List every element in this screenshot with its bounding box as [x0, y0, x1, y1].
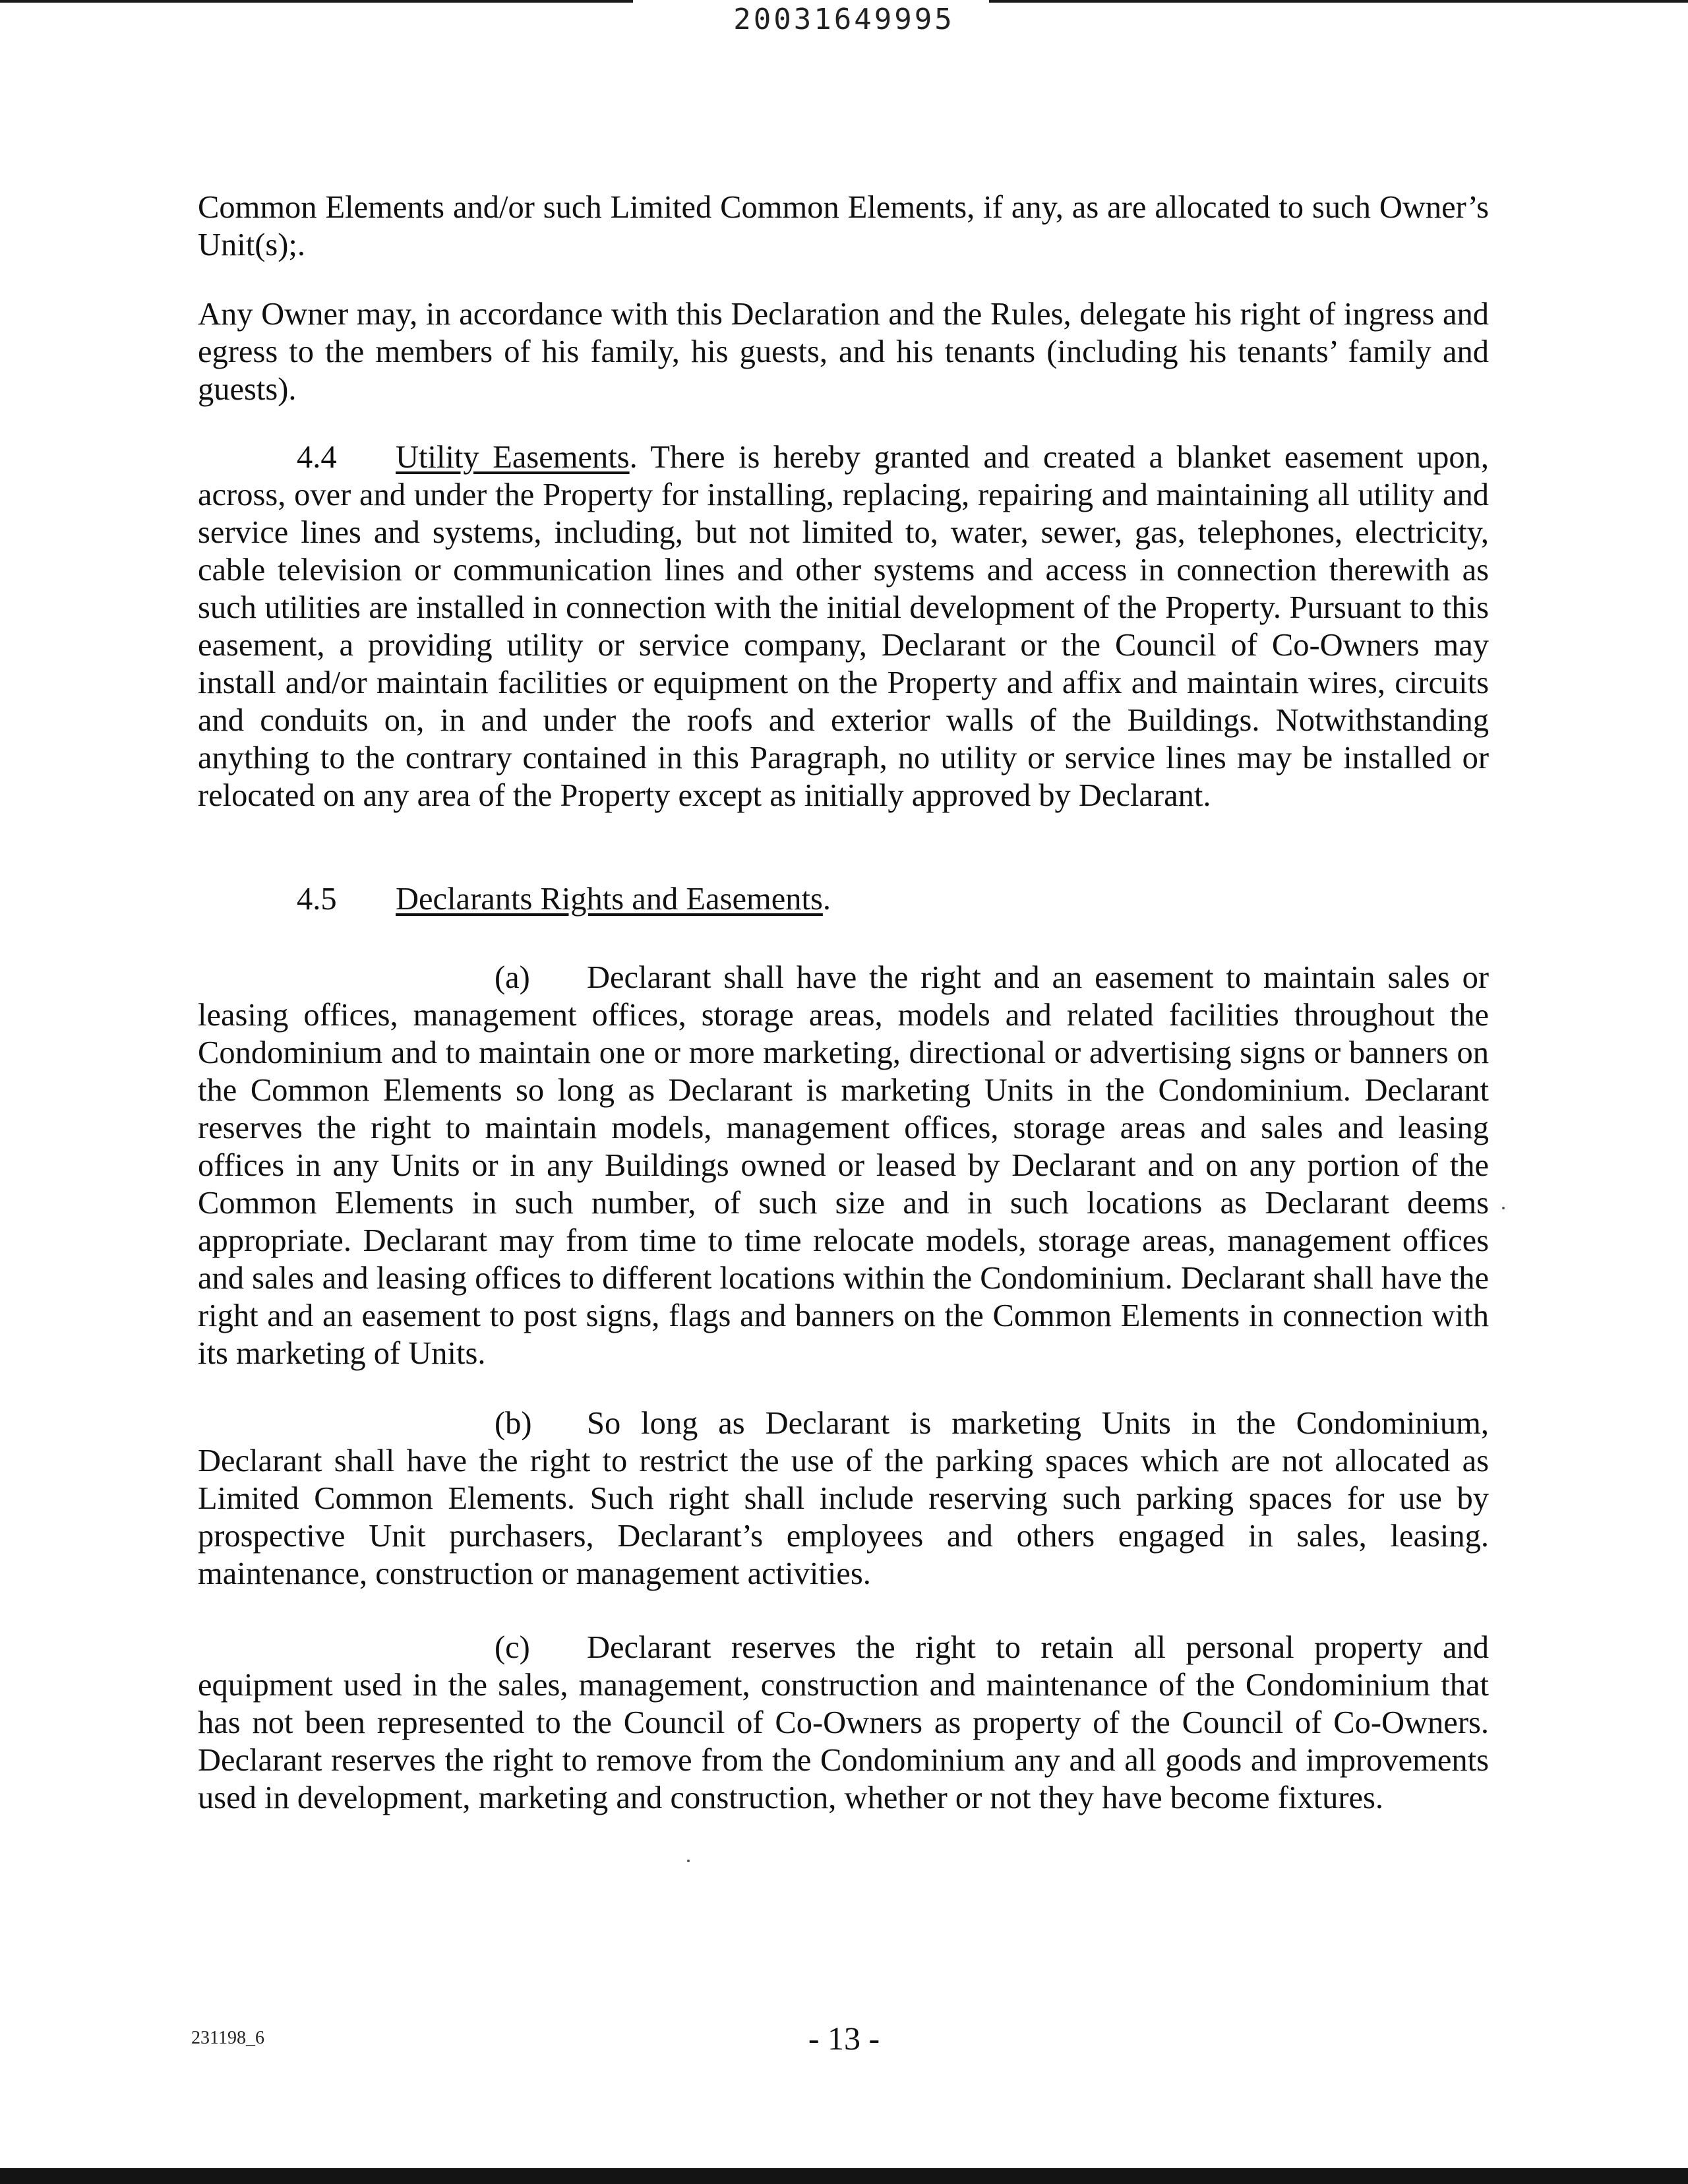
document-id: 20031649995 — [733, 3, 955, 36]
subsection-c — [198, 1629, 1489, 1817]
subsection-c-text: Declarant reserves the right to retain all personal property and equipment used in the sales, management, construction and maintenance of the Condominium that has not been represented to the Council of Co-Owners as property of the Council of Co-Owners. Declarant reserves the right to remove from the Condominium any and all goods and improvements used in development, marketing and construction, whether or not they have become fixtures. — [198, 1630, 1489, 1815]
paragraph-common-elements: Common Elements and/or such Limited Common Elements, if any, as are allocated to such Owner’s Unit(s);. — [198, 190, 1489, 262]
page-number: - 13 - — [808, 2020, 880, 2057]
section-4-5-heading: Declarants Rights and Easements — [396, 882, 823, 917]
subsection-b-label: (b) — [495, 1406, 532, 1441]
section-4-4-text: . There is hereby granted and created a blanket easement upon, across, over and under the Property for installing, replacing, repairing and maintaining all utility and service lines and systems, including, but not limited to, water, sewer, gas, telephones, electricity, cable television or communication lines and other systems and access in connection therewith as such utilities are installed in connection with the initial development of the Property. Pursuant to this easement, a providing utility or service company, Declarant or the Council of Co-Owners may install and/or maintain facilities or equipment on the Property and affix and maintain wires, circuits and conduits on, in and under the roofs and exterior walls of the Buildings. Notwithstanding anything to the contrary contained in this Paragraph, no utility or service lines may be installed or relocated on any area of the Property except as initially approved by Declarant. — [198, 440, 1489, 813]
section-4-4-number: 4.4 — [297, 440, 337, 475]
subsection-a-text: Declarant shall have the right and an easement to maintain sales or leasing offices, management offices, storage areas, models and related facilities throughout the Condominium and to maintain one or more marketing, directional or advertising signs or banners on the Common Elements so long as Declarant is marketing Units in the Condominium. Declarant reserves the right to maintain models, management offices, storage areas and sales and leasing offices in any Units or in any Buildings owned or leased by Declarant and on any portion of the Common Elements in such number, of such size and in such locations as Declarant deems appropriate. Declarant may from time to time relocate models, storage areas, management offices and sales and leasing offices to different locations within the Condominium. Declarant shall have the right and an easement to post signs, flags and banners on the Common Elements in connection with its marketing of Units. — [198, 960, 1489, 1371]
scan-speck — [687, 1860, 690, 1862]
subsection-a — [198, 959, 1489, 1372]
subsection-c-label: (c) — [495, 1630, 530, 1665]
section-4-5 — [198, 880, 1489, 918]
scan-bottom-border — [0, 2168, 1688, 2184]
subsection-b-text: So long as Declarant is marketing Units in the Condominium, Declarant shall have the right to restrict the use of the parking spaces which are not allocated as Limited Common Elements. Such right shall include reserving such parking spaces for use by prospective Unit purchasers, Declarant’s employees and others engaged in sales, leasing. maintenance, construction or management activities. — [198, 1406, 1489, 1591]
paragraph-delegate-ingress: Any Owner may, in accordance with this Declaration and the Rules, delegate his right of ingress and egress to the members of his family, his guests, and his tenants (including his tenants’ family and guests). — [198, 297, 1489, 407]
footer-file-code: 231198_6 — [191, 2028, 264, 2048]
subsection-a-label: (a) — [495, 960, 530, 995]
section-4-4 — [198, 439, 1489, 814]
scan-speck — [1502, 1207, 1505, 1209]
section-4-5-number: 4.5 — [297, 882, 337, 917]
subsection-b — [198, 1405, 1489, 1592]
section-4-5-heading-suffix: . — [822, 882, 831, 917]
section-4-4-heading: Utility Easements — [396, 440, 630, 475]
